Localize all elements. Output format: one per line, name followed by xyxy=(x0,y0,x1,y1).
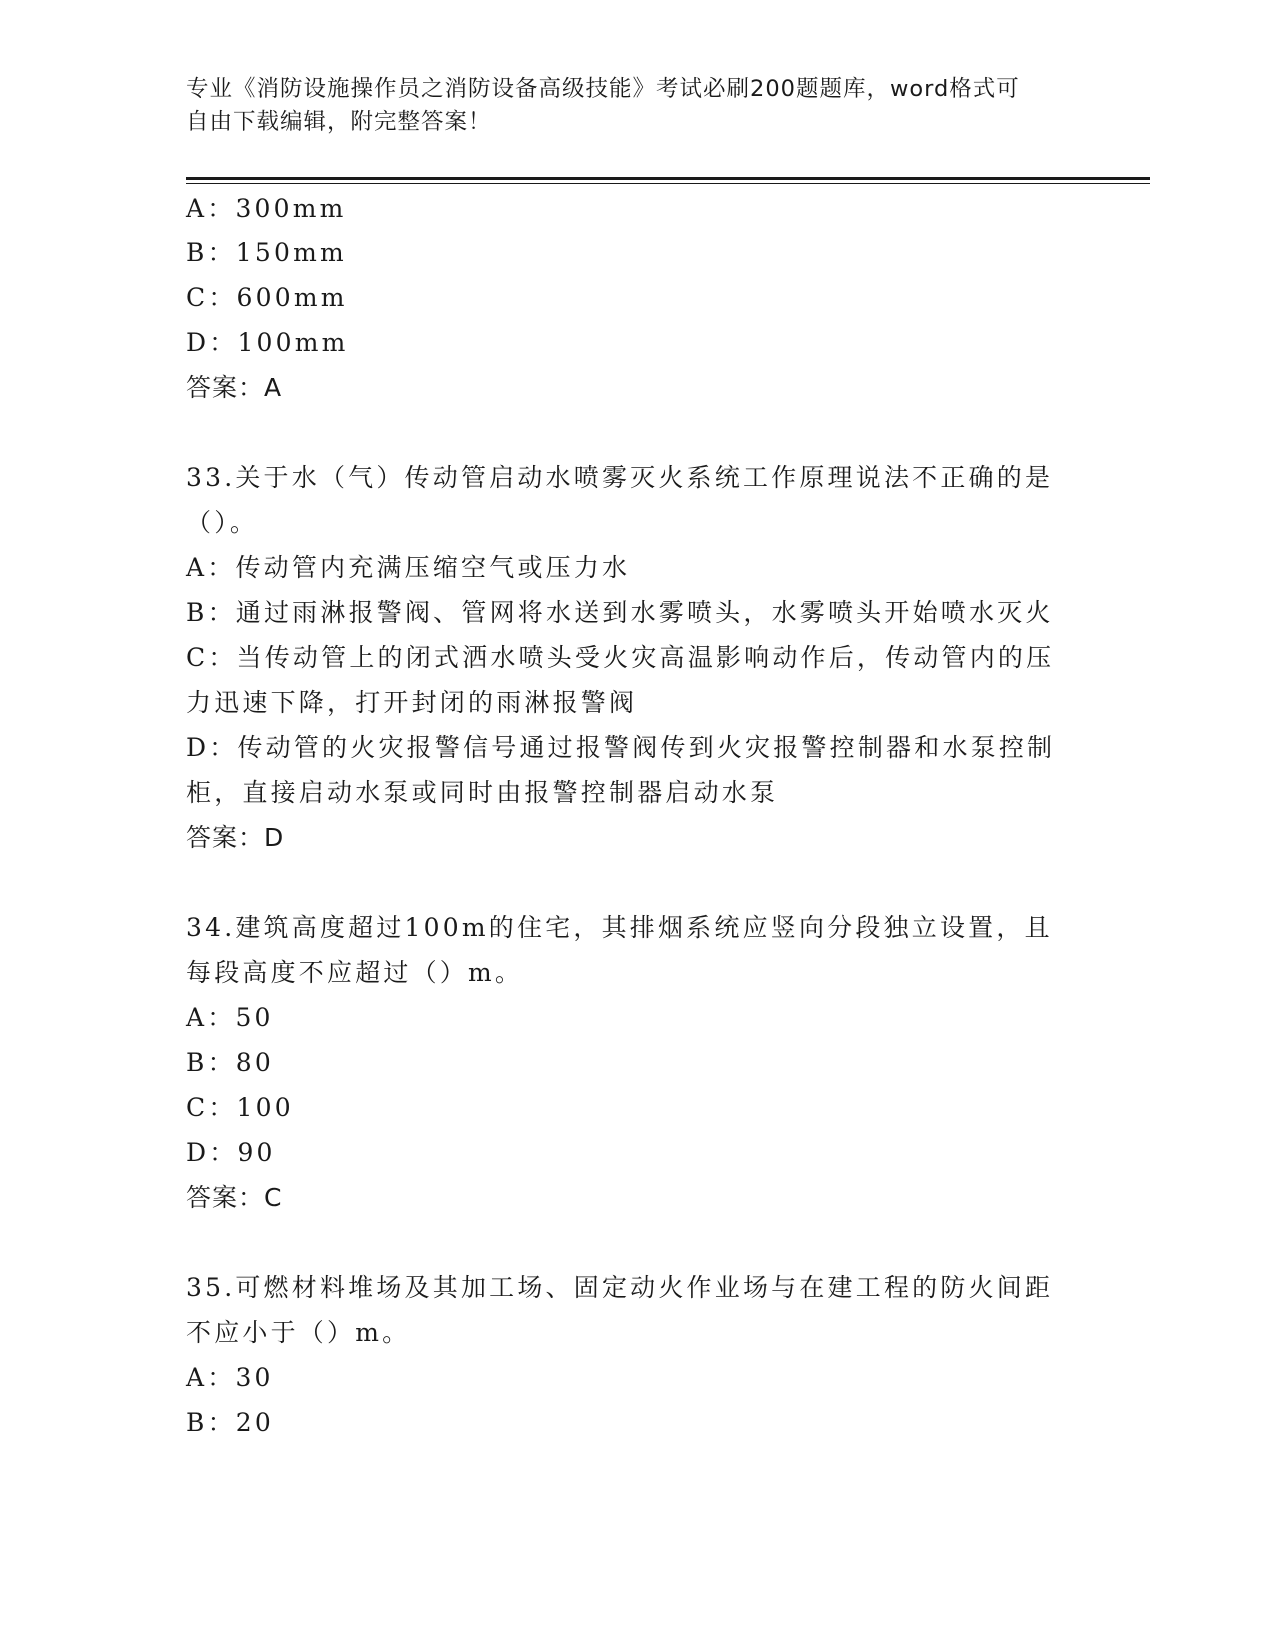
q33-option-b: B：通过雨淋报警阀、管网将水送到水雾喷头，水雾喷头开始喷水灭火 xyxy=(186,598,1054,627)
q32-option-d: D：100mm xyxy=(186,328,349,357)
q33-option-c-line1: C：当传动管上的闭式洒水喷头受火灾高温影响动作后，传动管内的压 xyxy=(186,643,1055,672)
q34-stem-line2: 每段高度不应超过（）m。 xyxy=(186,958,524,987)
q34-stem-line1: 34.建筑高度超过100m的住宅，其排烟系统应竖向分段独立设置，且 xyxy=(186,913,1053,942)
q33-stem-line2: （）。 xyxy=(186,508,259,537)
q34-option-d: D：90 xyxy=(186,1138,276,1167)
q33-option-d-line1: D：传动管的火灾报警信号通过报警阀传到火灾报警控制器和水泵控制 xyxy=(186,733,1056,762)
q32-option-c: C：600mm xyxy=(186,283,348,312)
q34-option-a: A：50 xyxy=(186,1003,274,1032)
q33-answer: 答案：D xyxy=(186,823,285,852)
q32-answer: 答案：A xyxy=(186,373,283,402)
q34-option-c: C：100 xyxy=(186,1093,294,1122)
q32-option-b: B：150mm xyxy=(186,238,347,267)
header-title-line2: 自由下载编辑，附完整答案！ xyxy=(186,109,492,135)
header-divider-thick xyxy=(186,177,1150,180)
header-title-line1: 专业《消防设施操作员之消防设备高级技能》考试必刷200题题库，word格式可 xyxy=(186,76,1020,102)
q33-option-d-line2: 柜，直接启动水泵或同时由报警控制器启动水泵 xyxy=(186,778,779,807)
q35-stem-line2: 不应小于（）m。 xyxy=(186,1318,411,1347)
q34-answer: 答案：C xyxy=(186,1183,283,1212)
page-header xyxy=(186,73,1066,139)
q33-stem-line1: 33.关于水（气）传动管启动水喷雾灭火系统工作原理说法不正确的是 xyxy=(186,463,1054,492)
q34-option-b: B：80 xyxy=(186,1048,274,1077)
q33-option-c-line2: 力迅速下降，打开封闭的雨淋报警阀 xyxy=(186,688,638,717)
q33-option-a: A：传动管内充满压缩空气或压力水 xyxy=(186,553,631,582)
q35-stem-line1: 35.可燃材料堆场及其加工场、固定动火作业场与在建工程的防火间距 xyxy=(186,1273,1054,1302)
q35-option-b: B：20 xyxy=(186,1408,274,1437)
q35-option-a: A：30 xyxy=(186,1363,274,1392)
header-divider-thin xyxy=(186,183,1150,184)
q32-option-a: A：300mm xyxy=(186,194,347,223)
